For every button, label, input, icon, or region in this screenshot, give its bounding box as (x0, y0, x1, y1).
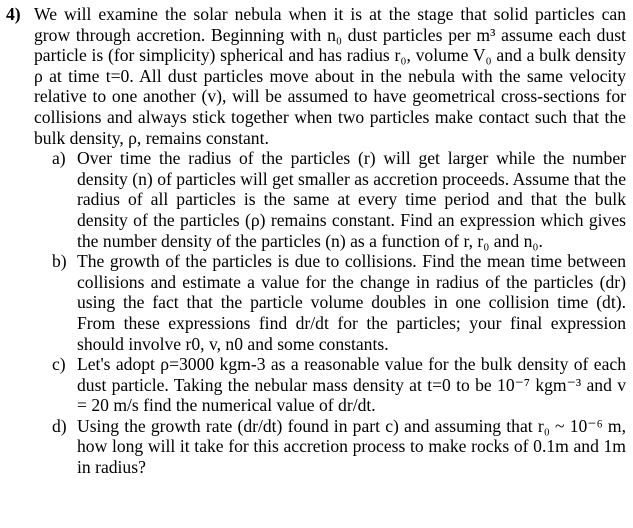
part-label: d) (52, 415, 67, 436)
part-text: Let's adopt ρ=3000 kgm-3 as a reasonable value for the bulk density of each dust particle. Taking the nebular mass density at t=0 to be 10⁻⁷ kgm⁻³ and v = 20 m/s find the numerical value of dr/dt. (77, 354, 626, 416)
part-text: Over time the radius of the particles (r) will get larger while the number density (n) of particles will get smaller as accretion proceeds. Assume that the radius of all particles is the same at every time period and that the bulk density of the particles (ρ) remains constant. Find an expression which gives the number density of the particles (n) as a function of r, r₀ and n₀. (77, 148, 626, 251)
question-4 (6, 4, 626, 148)
part-text: Using the growth rate (dr/dt) found in part c) and assuming that r₀ ~ 10⁻⁶ m, how long will it take for this accretion process to make rocks of 0.1m and 1m in radius? (77, 415, 626, 478)
part-label: c) (52, 354, 66, 375)
question-number: 4) (6, 4, 21, 24)
question-parts (52, 148, 626, 478)
part-label: b) (52, 251, 67, 272)
part-label: a) (52, 148, 66, 169)
question-text: We will examine the solar nebula when it is at the stage that solid particles can grow through accretion. Beginning with n₀ dust particles per m³ assume each dust particle is (for simplicity) spherical and has radius r₀, volume V₀ and a bulk density ρ at time t=0. All dust particles move about in the nebula with the same velocity relative to one another (v), will be assumed to have geometrical cross-sections for collisions and always stick together when two particles make contact such that the bulk density, ρ, remains constant. (34, 4, 626, 148)
part-c (52, 354, 626, 416)
part-text: The growth of the particles is due to collisions. Find the mean time between collisions and estimate a value for the change in radius of the particles (dr) using the fact that the particle volume doubles in one collision time (dt). From these expressions find dr/dt for the particles; your final expression should involve r0, v, n0 and some constants. (77, 251, 626, 354)
document (6, 4, 626, 478)
part-b (52, 251, 626, 354)
part-d (52, 416, 626, 478)
part-a (52, 148, 626, 251)
